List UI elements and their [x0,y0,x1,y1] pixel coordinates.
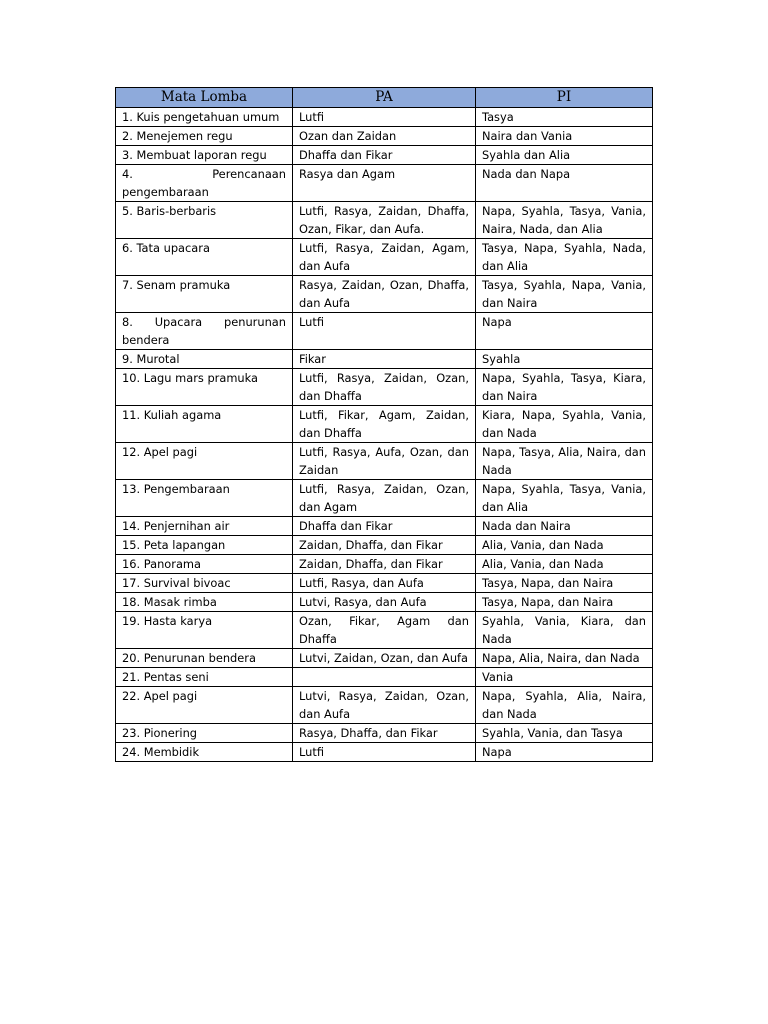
cell-mata-lomba: 11. Kuliah agama [116,406,293,443]
cell-pa: Lutfi, Rasya, Aufa, Ozan, dan Zaidan [293,443,476,480]
cell-pa: Zaidan, Dhaffa, dan Fikar [293,536,476,555]
header-row [116,88,653,108]
cell-pa: Lutfi, Rasya, Zaidan, Ozan, dan Agam [293,480,476,517]
cell-mata-lomba: 17. Survival bivoac [116,574,293,593]
cell-pa: Dhaffa dan Fikar [293,517,476,536]
table-row [116,443,653,480]
cell-pi: Tasya, Napa, Syahla, Nada, dan Alia [476,239,653,276]
table-row [116,480,653,517]
cell-pa: Lutvi, Rasya, dan Aufa [293,593,476,612]
cell-mata-lomba: 21. Pentas seni [116,668,293,687]
cell-pa: Lutfi, Rasya, Zaidan, Dhaffa, Ozan, Fikar, dan Aufa. [293,202,476,239]
cell-pa: Lutfi, Fikar, Agam, Zaidan, dan Dhaffa [293,406,476,443]
table-row [116,350,653,369]
table-row [116,239,653,276]
cell-pi: Syahla, Vania, Kiara, dan Nada [476,612,653,649]
cell-pi: Tasya [476,108,653,127]
cell-pa: Fikar [293,350,476,369]
cell-mata-lomba: 24. Membidik [116,743,293,762]
cell-pa: Ozan dan Zaidan [293,127,476,146]
cell-pa: Lutfi [293,108,476,127]
table-body [116,108,653,762]
cell-pi: Napa, Alia, Naira, dan Nada [476,649,653,668]
cell-pi: Syahla [476,350,653,369]
cell-pa: Lutfi, Rasya, Zaidan, Agam, dan Aufa [293,239,476,276]
cell-mata-lomba: 9. Murotal [116,350,293,369]
cell-pi: Tasya, Napa, dan Naira [476,593,653,612]
cell-mata-lomba: 2. Menejemen regu [116,127,293,146]
table-row [116,743,653,762]
competition-table [115,87,653,762]
cell-pa: Zaidan, Dhaffa, dan Fikar [293,555,476,574]
cell-pi: Syahla, Vania, dan Tasya [476,724,653,743]
table-row [116,127,653,146]
table-row [116,202,653,239]
header-pi: PI [476,88,653,108]
table-row [116,369,653,406]
cell-pi: Napa, Tasya, Alia, Naira, dan Nada [476,443,653,480]
cell-pi: Syahla dan Alia [476,146,653,165]
header-mata-lomba: Mata Lomba [116,88,293,108]
cell-mata-lomba: 4. Perencanaan pengembaraan [116,165,293,202]
header-pa: PA [293,88,476,108]
table-row [116,165,653,202]
cell-pa: Lutfi, Rasya, dan Aufa [293,574,476,593]
cell-pi: Kiara, Napa, Syahla, Vania, dan Nada [476,406,653,443]
cell-pa: Lutfi [293,743,476,762]
cell-mata-lomba: 20. Penurunan bendera [116,649,293,668]
table-row [116,276,653,313]
cell-mata-lomba: 8. Upacara penurunan bendera [116,313,293,350]
cell-pa: Lutvi, Rasya, Zaidan, Ozan, dan Aufa [293,687,476,724]
table-row [116,649,653,668]
cell-pa: Rasya, Dhaffa, dan Fikar [293,724,476,743]
cell-pi: Vania [476,668,653,687]
cell-pi: Napa [476,313,653,350]
table-row [116,517,653,536]
cell-mata-lomba: 1. Kuis pengetahuan umum [116,108,293,127]
cell-mata-lomba: 23. Pionering [116,724,293,743]
cell-pa: Lutfi [293,313,476,350]
cell-pa: Lutvi, Zaidan, Ozan, dan Aufa [293,649,476,668]
cell-mata-lomba: 16. Panorama [116,555,293,574]
table-row [116,724,653,743]
table-row [116,668,653,687]
cell-mata-lomba: 3. Membuat laporan regu [116,146,293,165]
cell-pi: Napa, Syahla, Alia, Naira, dan Nada [476,687,653,724]
cell-pi: Nada dan Naira [476,517,653,536]
cell-pi: Napa, Syahla, Tasya, Vania, Naira, Nada, dan Alia [476,202,653,239]
table-row [116,108,653,127]
cell-mata-lomba: 13. Pengembaraan [116,480,293,517]
cell-mata-lomba: 6. Tata upacara [116,239,293,276]
cell-pi: Alia, Vania, dan Nada [476,536,653,555]
cell-mata-lomba: 19. Hasta karya [116,612,293,649]
cell-pa: Dhaffa dan Fikar [293,146,476,165]
cell-pi: Nada dan Napa [476,165,653,202]
cell-mata-lomba: 5. Baris-berbaris [116,202,293,239]
table-row [116,687,653,724]
cell-pa [293,668,476,687]
table-row [116,574,653,593]
table-row [116,536,653,555]
cell-pi: Tasya, Syahla, Napa, Vania, dan Naira [476,276,653,313]
cell-pi: Tasya, Napa, dan Naira [476,574,653,593]
cell-pi: Naira dan Vania [476,127,653,146]
cell-pa: Rasya dan Agam [293,165,476,202]
cell-pa: Ozan, Fikar, Agam dan Dhaffa [293,612,476,649]
cell-mata-lomba: 7. Senam pramuka [116,276,293,313]
table-row [116,406,653,443]
cell-pa: Lutfi, Rasya, Zaidan, Ozan, dan Dhaffa [293,369,476,406]
table-row [116,612,653,649]
cell-pi: Napa [476,743,653,762]
cell-pa: Rasya, Zaidan, Ozan, Dhaffa, dan Aufa [293,276,476,313]
cell-mata-lomba: 22. Apel pagi [116,687,293,724]
cell-mata-lomba: 10. Lagu mars pramuka [116,369,293,406]
cell-mata-lomba: 18. Masak rimba [116,593,293,612]
cell-pi: Napa, Syahla, Tasya, Vania, dan Alia [476,480,653,517]
cell-pi: Napa, Syahla, Tasya, Kiara, dan Naira [476,369,653,406]
table-row [116,313,653,350]
table-row [116,555,653,574]
cell-mata-lomba: 12. Apel pagi [116,443,293,480]
table-row [116,593,653,612]
cell-pi: Alia, Vania, dan Nada [476,555,653,574]
cell-mata-lomba: 14. Penjernihan air [116,517,293,536]
table-row [116,146,653,165]
cell-mata-lomba: 15. Peta lapangan [116,536,293,555]
